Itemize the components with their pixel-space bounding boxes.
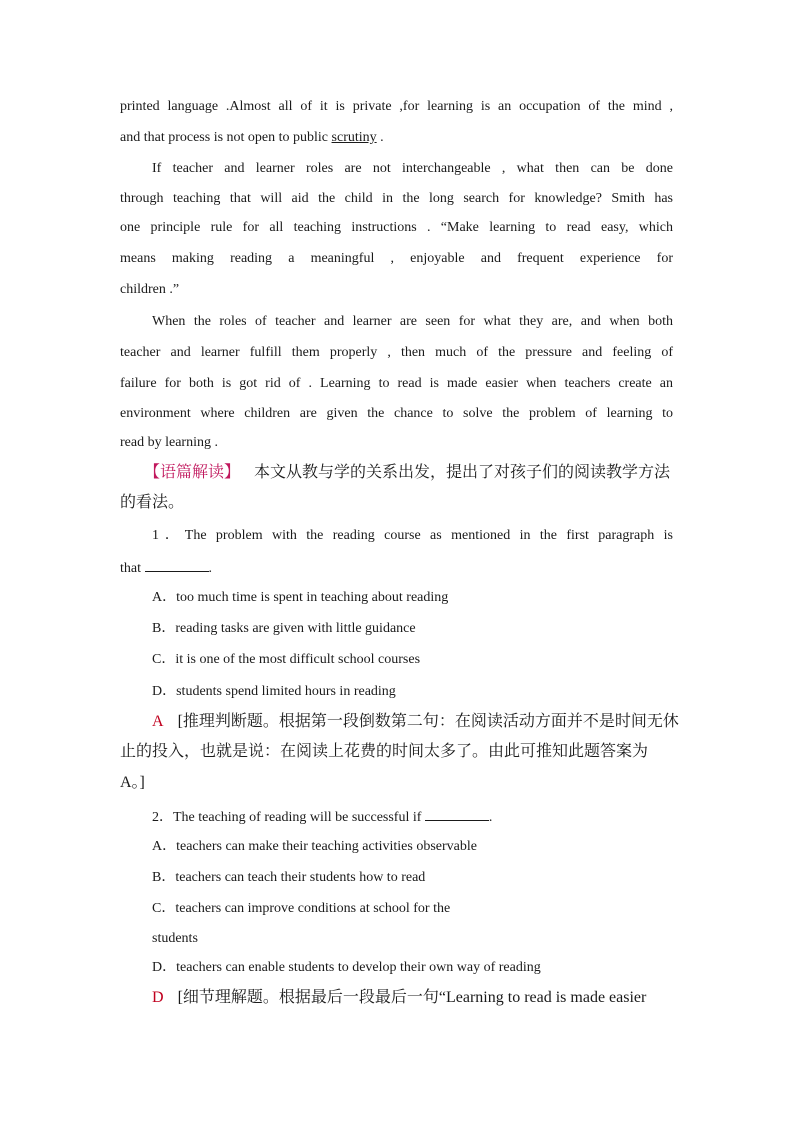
analysis-line2: 的看法。	[120, 494, 185, 511]
q1-option-d: D．students spend limited hours in reading	[152, 684, 396, 699]
passage-p3-line2: teacher and learner fulfill them properly , then much of the pressure and feeling of	[120, 345, 673, 360]
analysis-tag: 【语篇解读】	[144, 464, 241, 481]
q1-option-a: A．too much time is spent in teaching about reading	[152, 590, 449, 605]
passage-p3-line1: When the roles of teacher and learner are seen for what they are, and when both	[152, 314, 673, 329]
q2-stem	[152, 807, 705, 827]
q2-explanation-text: [细节理解题。根据最后一段最后一句“Learning to read is made easier	[177, 989, 647, 1006]
q2-stem-text: The teaching of reading will be successful if	[173, 810, 422, 825]
passage-p1-line2-post: .	[376, 130, 384, 145]
q2-answer-blank	[425, 807, 489, 821]
q2-option-c-line1: C．teachers can improve conditions at school for the	[152, 901, 451, 916]
q1-explanation-line2: 止的投入，也就是说：在阅读上花费的时间太多了。由此可推知此题答案为	[120, 743, 649, 760]
q1-explanation-text: [推理判断题。根据第一段倒数第二句：在阅读活动方面并不是时间无休	[177, 713, 679, 730]
q1-explanation-line1	[152, 713, 679, 731]
q2-answer: D	[152, 989, 164, 1006]
passage-p2-line1: If teacher and learner roles are not interchangeable , what then can be done	[152, 161, 673, 176]
q1-option-c: C．it is one of the most difficult school courses	[152, 652, 421, 667]
q1-option-b: B．reading tasks are given with little guidance	[152, 621, 416, 636]
analysis-line1	[144, 464, 673, 482]
q1-stem-line2	[120, 558, 673, 578]
q1-answer-blank	[145, 558, 209, 572]
passage-p3-line4: environment where children are given the chance to solve the problem of learning to	[120, 406, 673, 421]
passage-p2-line2: through teaching that will aid the child in the long search for knowledge? Smith has	[120, 191, 673, 206]
q1-answer: A	[152, 713, 164, 730]
q1-stem-that: that	[120, 561, 141, 576]
q2-option-c-line2: students	[152, 931, 198, 946]
q2-number: 2．	[152, 810, 173, 825]
passage-p1-line2-pre: and that process is not open to public	[120, 130, 332, 145]
passage-p3-line3: failure for both is got rid of . Learning to read is made easier when teachers create an	[120, 376, 673, 391]
passage-p2-line3: one principle rule for all teaching instructions . “Make learning to read easy, which	[120, 220, 673, 235]
q2-explanation-line1	[152, 989, 673, 1007]
q1-stem-line1	[152, 527, 673, 545]
passage-p1-line1: printed language .Almost all of it is private ,for learning is an occupation of the mind ,	[120, 99, 673, 114]
passage-p1-line2	[120, 129, 673, 147]
underlined-word-scrutiny: scrutiny	[331, 130, 377, 145]
q2-option-d: D．teachers can enable students to develop their own way of reading	[152, 960, 541, 975]
q2-option-a: A．teachers can make their teaching activities observable	[152, 839, 477, 854]
q1-number: 1．	[152, 528, 185, 543]
q2-stem-end: .	[488, 810, 493, 825]
passage-p2-line5: children .”	[120, 282, 180, 297]
q2-option-b: B．teachers can teach their students how to read	[152, 870, 426, 885]
q1-stem-text: The problem with the reading course as mentioned in the first paragraph is	[184, 528, 673, 543]
q1-stem-end: .	[208, 561, 212, 576]
q1-explanation-line3: A。]	[120, 774, 145, 791]
passage-p2-line4: means making reading a meaningful , enjoyable and frequent experience for	[120, 251, 673, 266]
analysis-text: 本文从教与学的关系出发，提出了对孩子们的阅读教学方法	[254, 464, 671, 481]
passage-p3-line5: read by learning .	[120, 435, 218, 450]
